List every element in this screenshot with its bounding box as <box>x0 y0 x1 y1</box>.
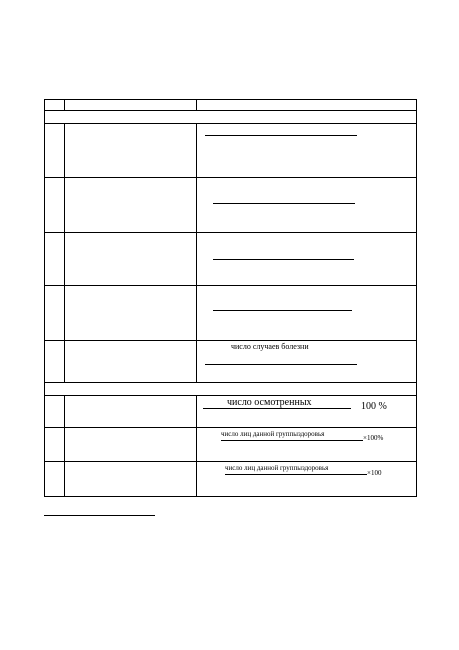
row-number-cell <box>45 178 65 233</box>
formula-multiplier: 100 % <box>361 401 387 412</box>
table-row <box>45 178 417 233</box>
header-cell-indicator <box>65 100 197 111</box>
formula-cell <box>197 428 417 462</box>
fraction-line <box>225 474 367 475</box>
table-row <box>45 341 417 383</box>
indicator-cell <box>65 286 197 341</box>
indicator-cell <box>65 341 197 383</box>
formula-multiplier: ×100 <box>367 469 382 477</box>
formula-cell <box>197 178 417 233</box>
table-row <box>45 396 417 428</box>
row-number-cell <box>45 124 65 178</box>
fraction-line <box>205 135 357 136</box>
formula-numerator: число осмотренных <box>227 397 312 408</box>
formula-multiplier: ×100% <box>363 434 384 442</box>
row-number-cell <box>45 233 65 286</box>
formula-numerator: число лиц данной группыздоровья <box>221 430 325 438</box>
formula-cell <box>197 462 417 497</box>
formula-cell <box>197 341 417 383</box>
indicator-cell <box>65 428 197 462</box>
table-header-row <box>45 100 417 111</box>
header-cell-formula <box>197 100 417 111</box>
indicator-cell <box>65 178 197 233</box>
indicator-cell <box>65 462 197 497</box>
table-row <box>45 462 417 497</box>
footnote-separator <box>44 515 155 516</box>
row-number-cell <box>45 286 65 341</box>
row-number-cell <box>45 428 65 462</box>
indicator-cell <box>65 124 197 178</box>
indicators-table <box>44 99 417 497</box>
formula-numerator: число лиц данной группыздоровья <box>225 464 329 472</box>
row-number-cell <box>45 462 65 497</box>
indicator-cell <box>65 233 197 286</box>
formula-numerator: число случаев болезни <box>231 342 309 351</box>
section-heading-cell <box>45 111 417 124</box>
fraction-line <box>213 203 355 204</box>
indicator-cell <box>65 396 197 428</box>
row-number-cell <box>45 341 65 383</box>
table-row <box>45 124 417 178</box>
row-number-cell <box>45 396 65 428</box>
section-heading-cell <box>45 383 417 396</box>
header-cell-number <box>45 100 65 111</box>
fraction-line <box>213 310 352 311</box>
formula-cell <box>197 233 417 286</box>
fraction-line <box>205 364 357 365</box>
table-row <box>45 233 417 286</box>
section-row-1 <box>45 111 417 124</box>
table-row <box>45 286 417 341</box>
table-row <box>45 428 417 462</box>
fraction-line <box>203 408 351 409</box>
fraction-line <box>213 259 354 260</box>
formula-cell <box>197 286 417 341</box>
section-row-2 <box>45 383 417 396</box>
formula-cell <box>197 124 417 178</box>
formula-cell <box>197 396 417 428</box>
fraction-line <box>221 440 363 441</box>
